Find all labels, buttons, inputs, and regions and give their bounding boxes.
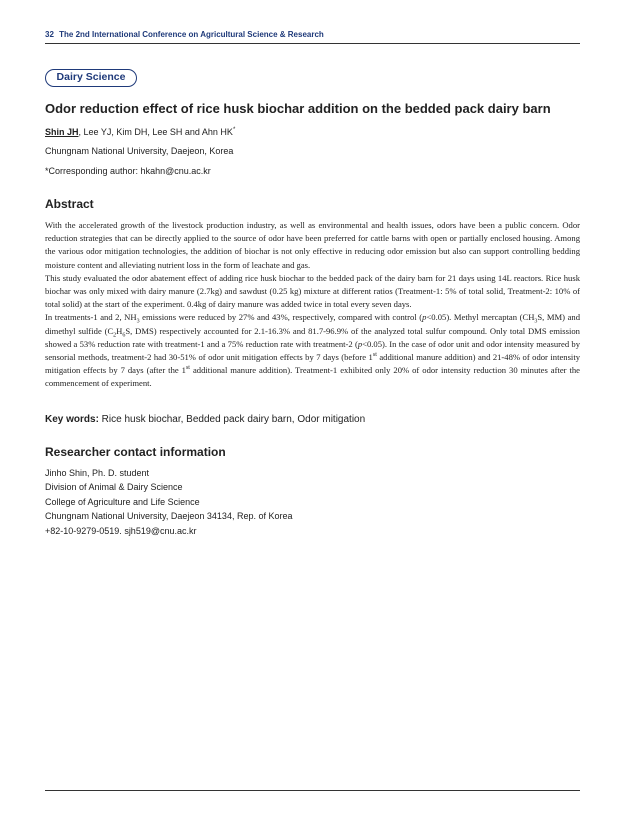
subscript: 6 bbox=[122, 332, 126, 339]
paper-title: Odor reduction effect of rice husk biochar addition on the bedded pack dairy barn bbox=[45, 101, 551, 116]
header-divider bbox=[45, 43, 580, 44]
abstract-text: S, DMS) respectively accounted for 2.1-16.3% and 81.7-96.9% of the analyzed total sulfur compound. Only total DMS emission showed a 53% reduction rate with treatment-1 and a 75% reduction rate with treatment-2 ( bbox=[45, 325, 580, 349]
subscript: 2 bbox=[113, 332, 117, 339]
italic-p: p bbox=[357, 338, 363, 349]
keywords-label: Key words: bbox=[45, 414, 99, 425]
abstract-text: emissions were reduced by 27% and 43%, respectively, compared with control ( bbox=[139, 312, 423, 323]
corresponding-mark: * bbox=[232, 127, 236, 133]
abstract-body bbox=[45, 219, 580, 391]
abstract-text: additional manure addition) and 21-48% of odor intensity mitigation effects by 7 days (after the 1 bbox=[45, 352, 580, 376]
keywords bbox=[45, 414, 365, 425]
abstract-text: S, MM) and dimethyl sulfide (C bbox=[45, 312, 580, 336]
subscript: 3 bbox=[534, 319, 538, 326]
author-list bbox=[45, 127, 235, 137]
first-author: Shin JH bbox=[45, 127, 79, 137]
contact-line: College of Agriculture and Life Science bbox=[45, 496, 200, 507]
abstract-text: <0.05). Methyl mercaptan (CH bbox=[426, 312, 535, 323]
abstract-text: additional manure addition). Treatment-1 exhibited only 20% of odor intensity reduction 30 minutes after the commencement of experiment. bbox=[45, 365, 580, 389]
superscript: st bbox=[185, 365, 190, 372]
contact-line: +82-10-9279-0519. sjh519@cnu.ac.kr bbox=[45, 525, 197, 536]
contact-info bbox=[45, 466, 292, 538]
conference-name: The 2nd International Conference on Agricultural Science & Research bbox=[59, 30, 324, 39]
keywords-text: Rice husk biochar, Bedded pack dairy barn, Odor mitigation bbox=[98, 414, 366, 425]
category-badge: Dairy Science bbox=[45, 69, 137, 87]
abstract-paragraph-2: This study evaluated the odor abatement effect of adding rice husk biochar to the bedded pack of the dairy barn for 21 days using 14L reactors. Rice husk biochar was only mixed with dairy manure (2.7kg) and sawdust (0.25 kg) mixture at different ratios (Treatment-1: 5% of total solid, Treatment-2: 10% of total solid) at the start of the experiment. 0.4kg of dairy manure was added twice in total every seven days. bbox=[45, 272, 580, 310]
abstract-text: H bbox=[116, 325, 123, 336]
abstract-text: <0.05). In the case of odor unit and odor intensity measured by sensorial methods, treatment-2 had 30-51% of odor unit mitigation effects by 7 days (before 1 bbox=[45, 338, 580, 363]
contact-line: Division of Animal & Dairy Science bbox=[45, 482, 183, 493]
abstract-heading: Abstract bbox=[45, 197, 94, 211]
italic-p: p bbox=[422, 312, 427, 323]
abstract-paragraph-1: With the accelerated growth of the livestock production industry, as well as environmental and health issues, odors have been a public concern. Odor reduction strategies that can be directly applied to the source of odor have been preferred for cattle barns with open or partially enclosed housing. Among the various odor mitigation technologies, the addition of biochar is not only effective in reducing odor emission but also can support controlling bedding moisture content and alleviating nutrient loss in the form of leachate and gas. bbox=[45, 220, 580, 270]
superscript: st bbox=[372, 352, 377, 359]
footer-divider bbox=[45, 790, 580, 791]
contact-line: Chungnam National University, Daejeon 34134, Rep. of Korea bbox=[45, 511, 293, 522]
abstract-text: In treatments-1 and 2, NH bbox=[45, 312, 137, 323]
corresponding-author: *Corresponding author: hkahn@cnu.ac.kr bbox=[45, 166, 211, 176]
page-number: 32 bbox=[45, 30, 54, 39]
abstract-paragraph-3 bbox=[45, 311, 580, 390]
page-header bbox=[45, 30, 580, 39]
contact-line: Jinho Shin, Ph. D. student bbox=[45, 468, 150, 478]
co-authors: , Lee YJ, Kim DH, Lee SH and Ahn HK bbox=[78, 127, 233, 137]
contact-heading: Researcher contact information bbox=[45, 445, 226, 459]
subscript: 3 bbox=[136, 319, 140, 326]
affiliation: Chungnam National University, Daejeon, Korea bbox=[45, 146, 234, 156]
